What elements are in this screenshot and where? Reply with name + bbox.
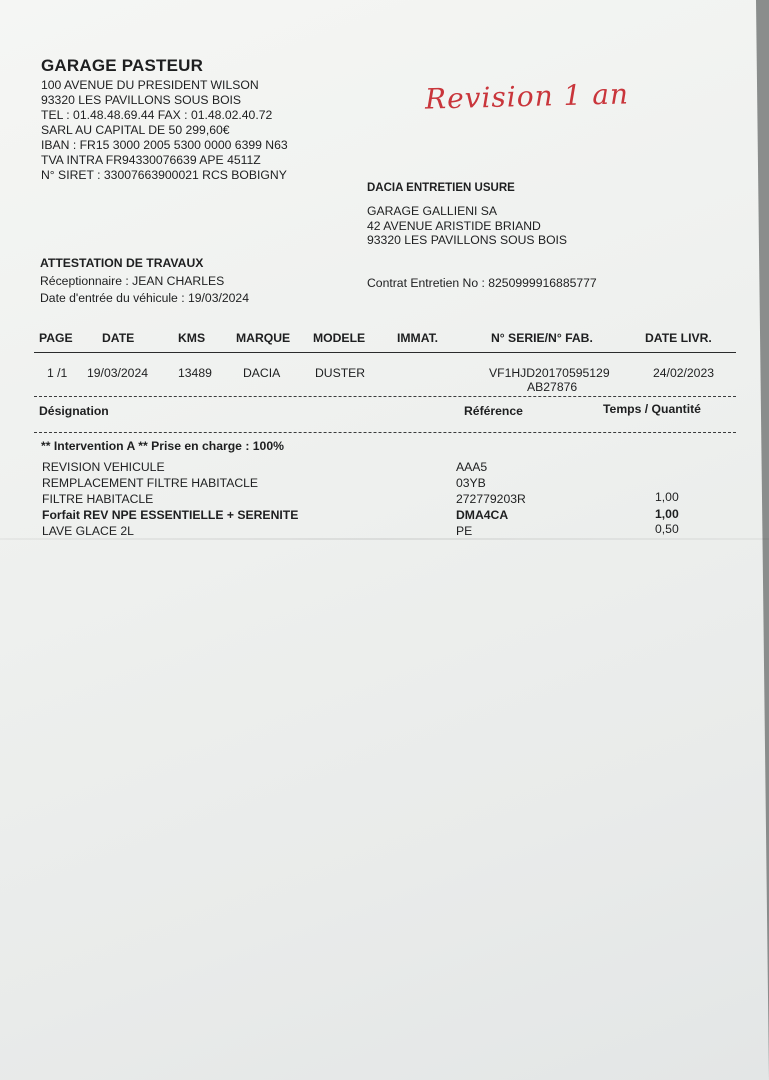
item-quantity: 0,50 — [655, 522, 679, 536]
table-header-divider — [34, 352, 736, 353]
item-reference: AAA5 — [456, 460, 488, 474]
vehicle-row-divider — [34, 396, 736, 397]
header-modele: MODELE — [313, 331, 366, 345]
company-address-line: 100 AVENUE DU PRESIDENT WILSON — [41, 78, 259, 92]
client-address-block — [367, 204, 567, 248]
attestation-details — [40, 273, 249, 307]
paper-fold-line — [0, 538, 769, 540]
header-date: DATE — [102, 331, 135, 345]
attestation-title: ATTESTATION DE TRAVAUX — [40, 256, 204, 270]
cell-marque: DACIA — [243, 366, 281, 380]
cell-kms: 13489 — [178, 366, 212, 380]
client-name-line: GARAGE GALLIENI SA — [367, 204, 498, 218]
item-designation: REVISION VEHICULE — [42, 460, 165, 474]
entry-date-line: Date d'entrée du véhicule : 19/03/2024 — [40, 291, 249, 305]
item-reference: PE — [456, 524, 473, 538]
company-capital-line: SARL AU CAPITAL DE 50 299,60€ — [41, 123, 230, 137]
item-reference: 03YB — [456, 476, 486, 490]
item-designation: Forfait REV NPE ESSENTIELLE + SERENITE — [42, 508, 299, 522]
client-city-line: 93320 LES PAVILLONS SOUS BOIS — [367, 233, 568, 247]
company-iban-line: IBAN : FR15 3000 2005 5300 0000 6399 N63 — [41, 138, 288, 152]
company-phone-line: TEL : 01.48.48.69.44 FAX : 01.48.02.40.72 — [41, 108, 273, 122]
header-immat: IMMAT. — [397, 331, 439, 345]
header-reference: Référence — [464, 404, 523, 418]
receptionist-line: Réceptionnaire : JEAN CHARLES — [40, 274, 225, 288]
header-date-livr: DATE LIVR. — [645, 331, 712, 345]
item-reference: 272779203R — [456, 492, 526, 506]
cell-serie: VF1HJD20170595129 — [489, 366, 610, 380]
header-quantity: Temps / Quantité — [603, 402, 701, 416]
item-designation: REMPLACEMENT FILTRE HABITACLE — [42, 476, 259, 490]
item-reference: DMA4CA — [456, 508, 509, 522]
header-kms: KMS — [178, 331, 206, 345]
header-designation: Désignation — [39, 404, 109, 418]
cell-page: 1 /1 — [47, 366, 68, 380]
item-designation: FILTRE HABITACLE — [42, 492, 154, 506]
item-quantity: 1,00 — [655, 507, 679, 521]
company-name: GARAGE PASTEUR — [41, 56, 204, 75]
header-serie: N° SERIE/N° FAB. — [491, 331, 593, 345]
cell-modele: DUSTER — [315, 366, 366, 380]
client-street-line: 42 AVENUE ARISTIDE BRIAND — [367, 218, 541, 233]
client-title: DACIA ENTRETIEN USURE — [367, 182, 515, 194]
intervention-title: ** Intervention A ** Prise en charge : 100% — [41, 439, 284, 453]
cell-date-livr: 24/02/2023 — [653, 366, 714, 380]
item-designation: LAVE GLACE 2L — [42, 524, 134, 538]
company-address-block — [41, 78, 288, 183]
header-page: PAGE — [39, 331, 73, 345]
handwritten-note: Revision 1 an — [424, 77, 630, 116]
cell-date: 19/03/2024 — [87, 366, 148, 380]
company-city-line: 93320 LES PAVILLONS SOUS BOIS — [41, 93, 242, 107]
cell-fab: AB27876 — [527, 380, 578, 394]
company-tva-line: TVA INTRA FR94330076639 APE 4511Z — [41, 153, 261, 167]
item-quantity: 1,00 — [655, 490, 679, 504]
contract-number: Contrat Entretien No : 8250999916885777 — [367, 276, 597, 290]
company-siret-line: N° SIRET : 33007663900021 RCS BOBIGNY — [41, 168, 287, 182]
items-header-divider — [34, 432, 736, 433]
header-marque: MARQUE — [236, 331, 291, 345]
